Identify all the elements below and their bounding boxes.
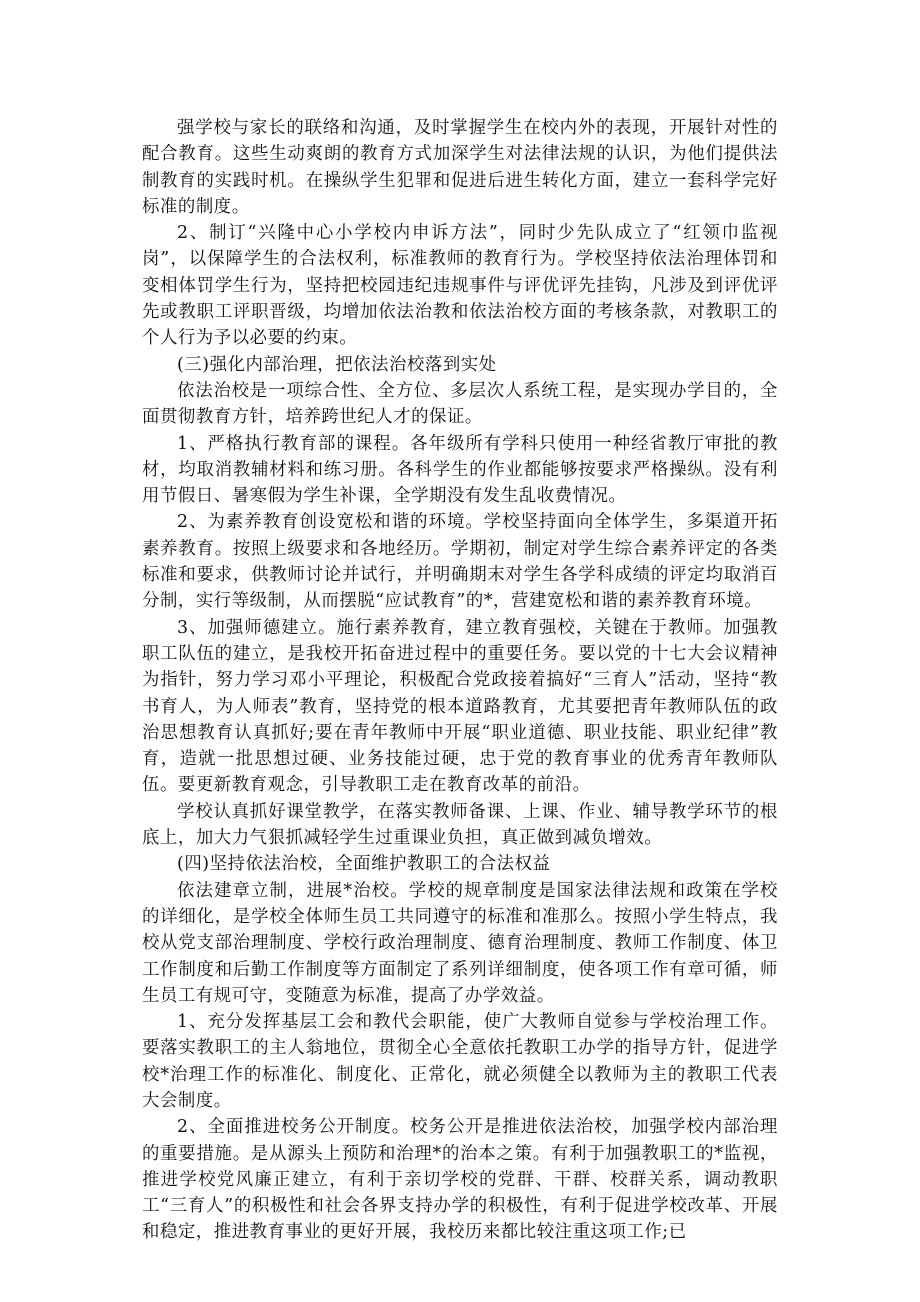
paragraph-item-2-environment: 2、为素养教育创设宽松和谐的环境。学校坚持面向全体学生，多渠道开拓素养教育。按照上级要求和各地经历。学期初，制定对学生综合素养评定的各类标准和要求，供教师讨论并试行，并明确期末对学生各学科成绩的评定均取消百分制，实行等级制，从而摆脱“应试教育”的*，营建宽松和谐的素养教育环境。 (142, 512, 778, 612)
paragraph-continuation: 强学校与家长的联络和沟通，及时掌握学生在校内外的表现，开展针对性的配合教育。这些生动爽朗的教育方式加深学生对法律法规的认识，为他们提供法制教育的实践时机。在操纵学生犯罪和促进后进生转化方面，建立一套科学完好标准的制度。 (142, 118, 778, 217)
paragraph-intro-4: 依法建章立制，进展*治校。学校的规章制度是国家法律法规和政策在学校的详细化，是学校全体师生员工共同遵守的标准和准那么。按照小学生特点，我校从党支部治理制度、学校行政治理制度、德育治理制度、教师工作制度、体卫工作制度和后勤工作制度等方面制定了系列详细制度，使各项工作有章可循，师生员工有规可守，变随意为标准，提高了办学效益。 (142, 880, 778, 1006)
paragraph-item-2-appeal: 2、制订“兴隆中心小学校内申诉方法”，同时少先队成立了“红领巾监视岗”，以保障学生的合法权利，标准教师的教育行为。学校坚持依法治理体罚和变相体罚学生行为，坚持把校园违纪违规事件与评优评先挂钩，凡涉及到评优评先或教职工评职晋级，均增加依法治教和依法治校方面的考核条款，对教职工的个人行为予以必要的约束。 (142, 223, 778, 349)
paragraph-item-3-ethics: 3、加强师德建立。施行素养教育，建立教育强校，关键在于教师。加强教职工队伍的建立，是我校开拓奋进过程中的重要任务。要以党的十七大会议精神为指针，努力学习邓小平理论，积极配合党政接着搞好“三育人”活动，坚持“教书育人，为人师表”教育，坚持党的根本道路教育，尤其要把青年教师队伍的政治思想教育认真抓好;要在青年教师中开展“职业道德、职业技能、职业纪律”教育，造就一批思想过硬、业务技能过硬，忠于党的教育事业的优秀青年教师队伍。要更新教育观念，引导教职工走在教育改革的前沿。 (142, 617, 778, 796)
paragraph-item-1-union: 1、充分发挥基层工会和教代会职能，使广大教师自觉参与学校治理工作。要落实教职工的主人翁地位，贯彻全心全意依托教职工办学的指导方针，促进学校*治理工作的标准化、制度化、正常化，就必须健全以教师为主的教职工代表大会制度。 (142, 1012, 778, 1111)
paragraph-item-2-transparency: 2、全面推进校务公开制度。校务公开是推进依法治校，加强学校内部治理的重要措施。是从源头上预防和治理*的治本之策。有利于加强教职工的*监视，推进学校党风廉正建立，有利于亲切学校的党群、干群、校群关系，调动教职工“三育人”的积极性和社会各界支持办学的积极性，有利于促进学校改革、开展和稳定，推进教育事业的更好开展，我校历来都比较注重这项工作;已 (142, 1117, 778, 1243)
section-heading-3: (三)强化内部治理，把依法治校落到实处 (177, 354, 497, 375)
paragraph-teaching: 学校认真抓好课堂教学，在落实教师备课、上课、作业、辅导教学环节的根底上，加大力气狠抓减轻学生过重课业负担，真正做到减负增效。 (142, 801, 778, 849)
section-heading-4: (四)坚持依法治校，全面维护教职工的合法权益 (177, 854, 551, 875)
paragraph-item-1-curriculum: 1、严格执行教育部的课程。各年级所有学科只使用一种经省教厅审批的教材，均取消教辅材料和练习册。各科学生的作业都能够按要求严格操纵。没有利用节假日、暑寒假为学生补课，全学期没有发生乱收费情况。 (142, 433, 778, 507)
document-body (142, 115, 778, 1246)
paragraph-intro-3: 依法治校是一项综合性、全方位、多层次人系统工程，是实现办学目的，全面贯彻教育方针，培养跨世纪人才的保证。 (142, 380, 778, 428)
